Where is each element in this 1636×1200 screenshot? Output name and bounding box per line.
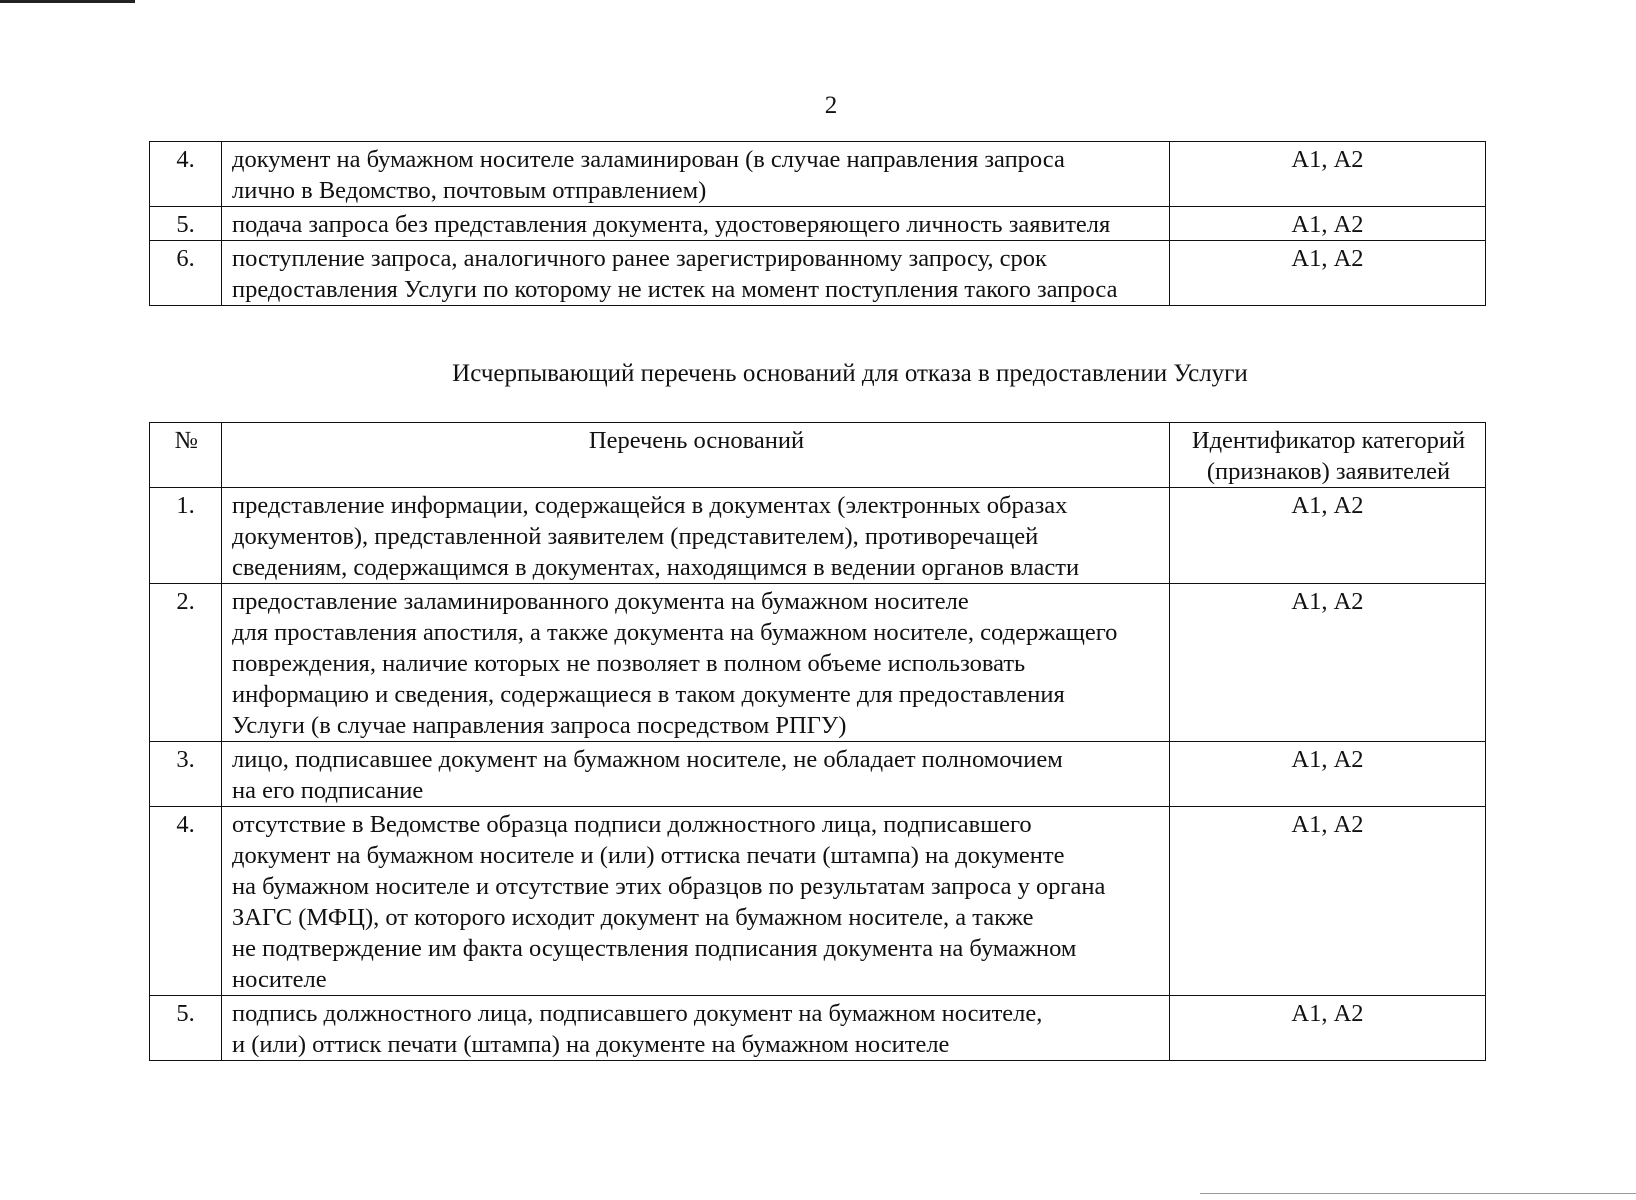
table-row [150,996,1486,1061]
row-text: документ на бумажном носителе заламинирован (в случае направления запроса лично в Ведомство, почтовым отправлением) [222,142,1170,207]
header-grounds: Перечень оснований [222,423,1170,488]
row-identifiers: А1, А2 [1170,584,1486,742]
table-row [150,207,1486,241]
row-text: подпись должностного лица, подписавшего документ на бумажном носителе, и (или) оттиск печати (штампа) на документе на бумажном носителе [222,996,1170,1061]
row-text: поступление запроса, аналогичного ранее зарегистрированному запросу, срок предоставления Услуги по которому не истек на момент поступления такого запроса [222,241,1170,306]
page-number: 2 [824,92,838,119]
table-row [150,241,1486,306]
table-row [150,807,1486,996]
row-identifiers: А1, А2 [1170,241,1486,306]
scan-edge-mark [0,0,135,3]
row-number: 4. [150,807,222,996]
section-title: Исчерпывающий перечень оснований для отказа в предоставлении Услуги [452,360,1248,387]
header-number: № [150,423,222,488]
row-identifiers: А1, А2 [1170,142,1486,207]
row-number: 6. [150,241,222,306]
row-identifiers: А1, А2 [1170,488,1486,584]
row-identifiers: А1, А2 [1170,996,1486,1061]
row-number: 3. [150,742,222,807]
row-text: предоставление заламинированного документа на бумажном носителе для проставления апостиля, а также документа на бумажном носителе, содержащего повреждения, наличие которых не позволяет в полном объеме использовать информацию и сведения, содержащиеся в таком документе для предоставления Услуги (в случае направления запроса посредством РПГУ) [222,584,1170,742]
row-identifiers: А1, А2 [1170,207,1486,241]
row-number: 4. [150,142,222,207]
table-row [150,488,1486,584]
refusal-grounds-table [149,422,1486,1061]
scan-bottom-line [1200,1193,1636,1194]
header-identifiers: Идентификатор категорий (признаков) заявителей [1170,423,1486,488]
row-text: отсутствие в Ведомстве образца подписи должностного лица, подписавшего документ на бумажном носителе и (или) оттиска печати (штампа) на документе на бумажном носителе и отсутствие этих образцов по результатам запроса у органа ЗАГС (МФЦ), от которого исходит документ на бумажном носителе, а также не подтверждение им факта осуществления подписания документа на бумажном носителе [222,807,1170,996]
row-text: лицо, подписавшее документ на бумажном носителе, не обладает полномочием на его подписание [222,742,1170,807]
row-text: подача запроса без представления документа, удостоверяющего личность заявителя [222,207,1170,241]
row-identifiers: А1, А2 [1170,807,1486,996]
table-row [150,584,1486,742]
row-number: 2. [150,584,222,742]
row-text: представление информации, содержащейся в документах (электронных образах документов), представленной заявителем (представителем), противоречащей сведениям, содержащимся в документах, находящимся в ведении органов власти [222,488,1170,584]
continuation-table [149,141,1486,306]
table-row [150,142,1486,207]
row-number: 5. [150,996,222,1061]
table-header-row [150,423,1486,488]
row-number: 1. [150,488,222,584]
row-identifiers: А1, А2 [1170,742,1486,807]
table-row [150,742,1486,807]
row-number: 5. [150,207,222,241]
